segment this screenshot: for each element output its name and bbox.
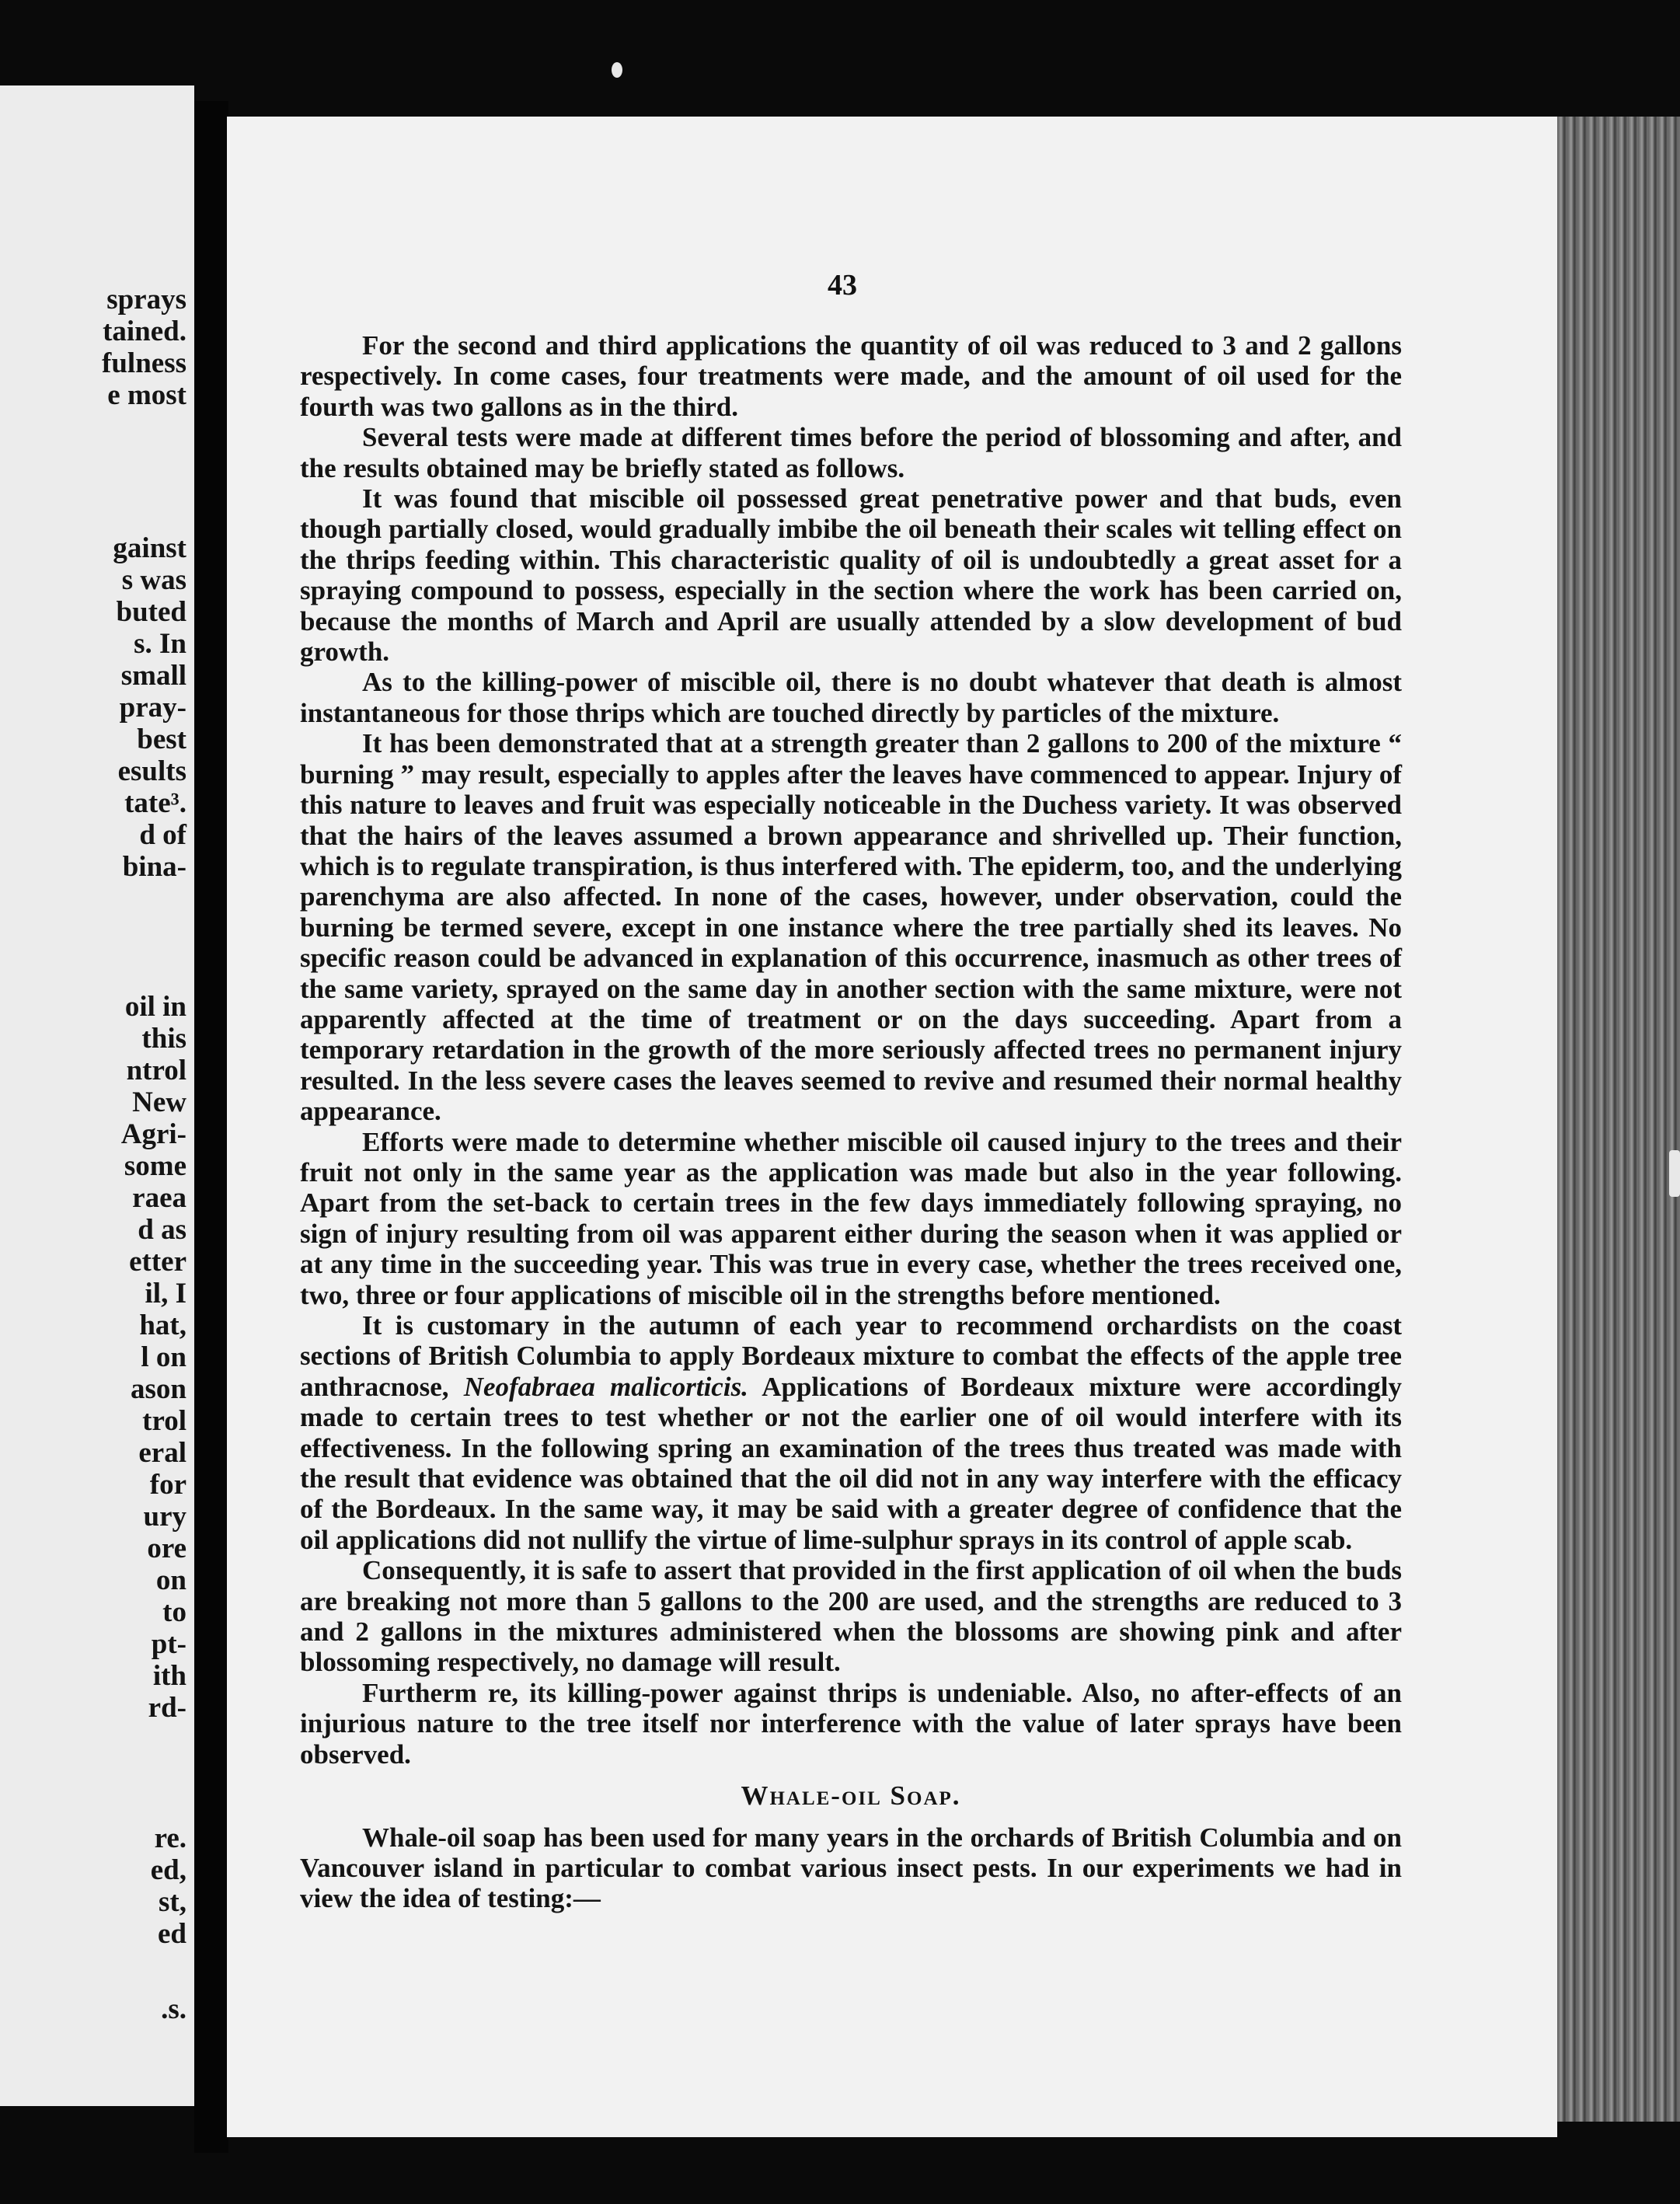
paragraph: Several tests were made at different times before the period of blossoming and after, and the results obtained may be briefly stated as follows. [300, 422, 1402, 483]
paragraph: Consequently, it is safe to assert that provided in the first application of oil when the buds are breaking not more than 5 gallons to the 200 are used, and the strengths are reduced to 3 and 2 gallons in the mixtures administered when the blossoms are showing pink and after blossoming respectively, no damage will result. [300, 1555, 1402, 1678]
paragraph: It has been demonstrated that at a strength greater than 2 gallons to 200 of the mixture “ burning ” may result, especially to apples after the leaves have commenced to appear. Injury of this nature to leaves and fruit was especially noticeable in the Duchess variety. It was observed that the hairs of the leaves assumed a brown appearance and shrivelled up. Their function, which is to regulate transpiration, is thus interfered with. The epiderm, too, and the underlying parenchyma are also affected. In none of the cases, however, under observation, could the burning be termed severe, except in one instance where the tree partially shed its leaves. No specific reason could be advanced in explanation of this occurrence, inasmuch as other trees of the same variety, sprayed on the same day in another section with the same mixture, were not apparently affected at the time of treatment or on the days succeeding. Apart from a temporary retardation in the growth of the more seriously affected trees no permanent injury resulted. In the less severe cases the leaves seemed to revive and resumed their normal healthy appearance. [300, 728, 1402, 1127]
paragraph: Furtherm re, its killing-power against thrips is undeniable. Also, no after-effects of an injurious nature to the tree itself nor interference with the value of later sprays have been observed. [300, 1677, 1402, 1770]
scan-speck [612, 62, 622, 78]
paragraph [300, 1310, 1402, 1555]
paragraph-text: It is customary in the autumn of each year to recommend orchardists on the coast sections of British Columbia to apply Bordeaux mixture to combat the effects of the apple tree anthracnose, [300, 1310, 1402, 1402]
page-number: 43 [828, 269, 857, 302]
section-heading: Whale-oil Soap. [741, 1780, 961, 1812]
page-edges [1557, 117, 1680, 2122]
paragraph: As to the killing-power of miscible oil, there is no doubt whatever that death is almost instantaneous for those thrips which are touched directly by particles of the mixture. [300, 667, 1402, 728]
margin-fragment-group: gainst s was buted s. In small pray- best esults tate³. d of bina- [113, 532, 186, 883]
book-spine [194, 101, 228, 2153]
facing-page [0, 85, 194, 2106]
paragraph: It was found that miscible oil possessed great penetrative power and that buds, even though partially closed, would gradually imbibe the oil beneath their scales wit telling effect on the thrips feeding within. This characteristic quality of oil is undoubtedly a great asset for a spraying compound to possess, especially in the section where the work has been carried on, because the months of March and April are usually attended by a slow development of bud growth. [300, 483, 1402, 668]
body-text [300, 330, 1402, 1914]
margin-fragment-group: re. ed, st, ed [150, 1822, 186, 1950]
margin-fragment-group: sprays tained. fulness e most [102, 284, 186, 411]
paragraph: Whale-oil soap has been used for many years in the orchards of British Columbia and on Vancouver island in particular to combat various insect pests. In our experiments we had in view the idea of testing:— [300, 1822, 1402, 1914]
paragraph: Efforts were made to determine whether miscible oil caused injury to the trees and their fruit not only in the same year as the application was made but also in the year following. Apart from the set-back to certain trees in the few days immediately following spraying, no sign of injury resulting from oil was apparent either during the season when it was applied or at any time in the succeeding year. This was true in every case, whether the trees received one, two, three or four applications of miscible oil in the strengths before mentioned. [300, 1126, 1402, 1310]
scan-speck [1669, 1150, 1680, 1197]
margin-fragment-group: oil in this ntrol New Agri- some raea d as etter il, I hat, l on ason trol eral for ury ore on to pt- ith rd- [120, 991, 186, 1724]
paragraph-text: Applications of Bordeaux mixture were accordingly made to certain trees to test whether or not the earlier one of oil would interfere with its effectiveness. In the following spring an examination of the trees thus treated was made with the result that evidence was obtained that the oil did not in any way interfere with the efficacy of the Bordeaux. In the same way, it may be said with a greater degree of confidence that the oil applications did not nullify the virtue of lime-sulphur sprays in its control of apple scab. [300, 1371, 1402, 1555]
paragraph: For the second and third applications the quantity of oil was reduced to 3 and 2 gallons respectively. In come cases, four treatments were made, and the amount of oil used for the fourth was two gallons as in the third. [300, 330, 1402, 422]
species-name: Neofabraea malicorticis. [463, 1371, 748, 1402]
margin-fragment-group: .s. [161, 1993, 186, 2025]
